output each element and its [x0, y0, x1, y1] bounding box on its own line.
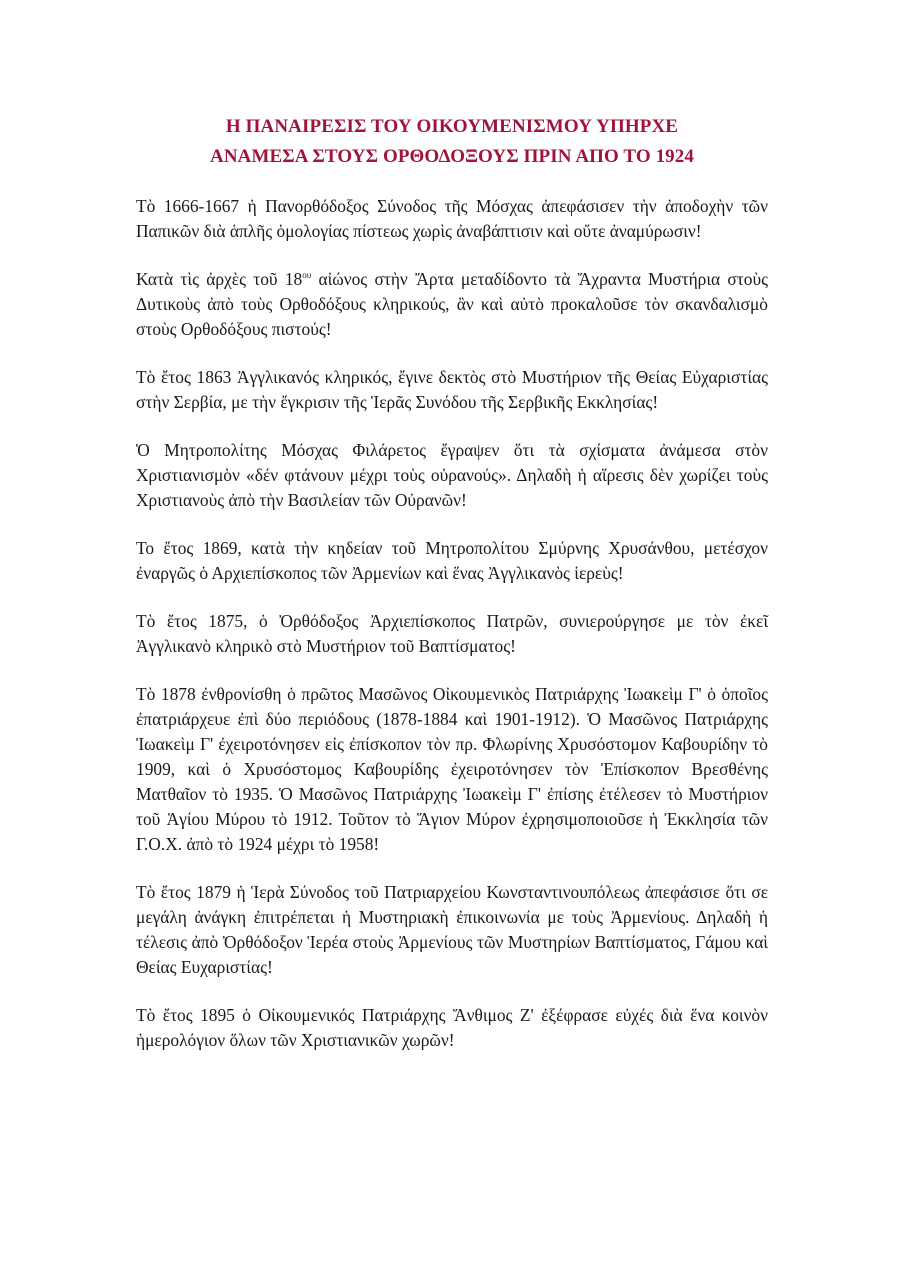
paragraph-18th-century-arta: [136, 267, 768, 342]
paragraph-filaretos: Ὁ Μητροπολίτης Μόσχας Φιλάρετος ἔγραψεν ὅτι τὰ σχίσματα ἀνάμεσα στὸν Χριστιανισμὸν «δέν φτάνουν μέχρι τοὺς οὐρανούς». Δηλαδὴ ἡ αἵρεσις δὲν χωρίζει τοὺς Χριστιανοὺς ἀπὸ τὴν Βασιλείαν τῶν Οὐρανῶν!: [136, 440, 768, 510]
document-page: [136, 112, 768, 1076]
paragraph-1879-armenians: Τὸ ἔτος 1879 ἡ Ἱερὰ Σύνοδος τοῦ Πατριαρχείου Κωνσταντινουπόλεως ἀπεφάσισε ὅτι σε μεγάλη ἀνάγκη ἐπιτρέπεται ἡ Μυστηριακὴ ἐπικοινωνία με τοὺς Ἀρμενίους. Δηλαδὴ ἡ τέλεσις ἀπὸ Ὀρθόδοξον Ἱερέα στοὺς Ἀρμενίους τῶν Μυστηρίων Βαπτίσματος, Γάμου καὶ Θείας Ευχαριστίας!: [136, 882, 768, 977]
paragraph-18th-text-before: Κατὰ τὶς ἀρχὲς τοῦ 18: [136, 269, 303, 289]
paragraph-18th-text-after: αἰώνος στὴν Ἄρτα μεταδίδοντο τὰ Ἄχραντα Μυστήρια στοὺς Δυτικοὺς ἀπὸ τοὺς Ορθοδόξους κληρικούς, ἂν καὶ αὐτὸ προκαλοῦσε τὸν σκανδαλισμὸ στοὺς Ορθοδόξους πιστούς!: [136, 269, 768, 339]
paragraph-1863-serbia: Τὸ ἔτος 1863 Ἀγγλικανός κληρικός, ἔγινε δεκτὸς στὸ Μυστήριον τῆς Θείας Εὐχαριστίας στὴν Σερβία, με τὴν ἔγκρισιν τῆς Ἱερᾶς Συνόδου τῆς Σερβικῆς Εκκλησίας!: [136, 367, 768, 412]
document-title: [136, 112, 768, 172]
paragraph-1878-ioakeim: Τὸ 1878 ἐνθρονίσθη ὁ πρῶτος Μασῶνος Οἰκουμενικὸς Πατριάρχης Ἰωακεὶμ Γ' ὁ ὁποῖος ἐπατριάρχευε ἐπὶ δύο περιόδους (1878-1884 καὶ 1901-1912). Ὁ Μασῶνος Πατριάρχης Ἰωακεὶμ Γ' ἐχειροτόνησεν εἰς ἐπίσκοπον τὸν πρ. Φλωρίνης Χρυσόστομον Καβουρίδην τὸ 1909, καὶ ὁ Χρυσόστομος Καβουρίδης ἐχειροτόνησεν τὸν Ἐπίσκοπον Βρεσθένης Ματθαῖον τὸ 1935. Ὁ Μασῶνος Πατριάρχης Ἰωακεὶμ Γ' ἐπίσης ἐτέλεσεν τὸ Μυστήριον τοῦ Ἁγίου Μύρου τὸ 1912. Τοῦτον τὸ Ἅγιον Μύρον ἐχρησιμοποιοῦσε ἡ Ἐκκλησία τῶν Γ.Ο.Χ. ἀπὸ τὸ 1924 μέχρι τὸ 1958!: [136, 684, 768, 854]
paragraph-1875-patras: Τὸ ἔτος 1875, ὁ Ὀρθόδοξος Ἀρχιεπίσκοπος Πατρῶν, συνιερούργησε με τὸν ἐκεῖ Ἀγγλικανὸ κληρικὸ στὸ Μυστήριον τοῦ Βαπτίσματος!: [136, 611, 768, 656]
paragraph-1895-calendar: Τὸ ἔτος 1895 ὁ Οἰκουμενικός Πατριάρχης Ἄνθιμος Ζ' ἐξέφρασε εὐχές διὰ ἕνα κοινὸν ἡμερολόγιον ὅλων τῶν Χριστιανικῶν χωρῶν!: [136, 1005, 768, 1050]
title-line-1: Η ΠΑΝΑΙΡΕΣΙΣ ΤΟΥ ΟΙΚΟΥΜΕΝΙΣΜΟΥ ΥΠΗΡΧΕ: [225, 116, 679, 137]
ordinal-superscript: ου: [302, 270, 312, 281]
paragraph-1666-synod: Τὸ 1666-1667 ἡ Πανορθόδοξος Σύνοδος τῆς Μόσχας ἀπεφάσισεν τὴν ἀποδοχὴν τῶν Παπικῶν διὰ ἁπλῆς ὁμολογίας πίστεως χωρὶς ἀναβάπτισιν καὶ οὔτε ἀναμύρωσιν!: [136, 196, 768, 241]
title-line-2: ΑΝΑΜΕΣΑ ΣΤΟΥΣ ΟΡΘΟΔΟΞΟΥΣ ΠΡΙΝ ΑΠΟ ΤΟ 1924: [210, 146, 694, 167]
paragraph-1869-funeral: Το ἔτος 1869, κατὰ τὴν κηδείαν τοῦ Μητροπολίτου Σμύρνης Χρυσάνθου, μετέσχον ἐναργῶς ὁ Αρχιεπίσκοπος τῶν Ἀρμενίων καὶ ἕνας Ἀγγλικανὸς ἱερεὺς!: [136, 538, 768, 583]
